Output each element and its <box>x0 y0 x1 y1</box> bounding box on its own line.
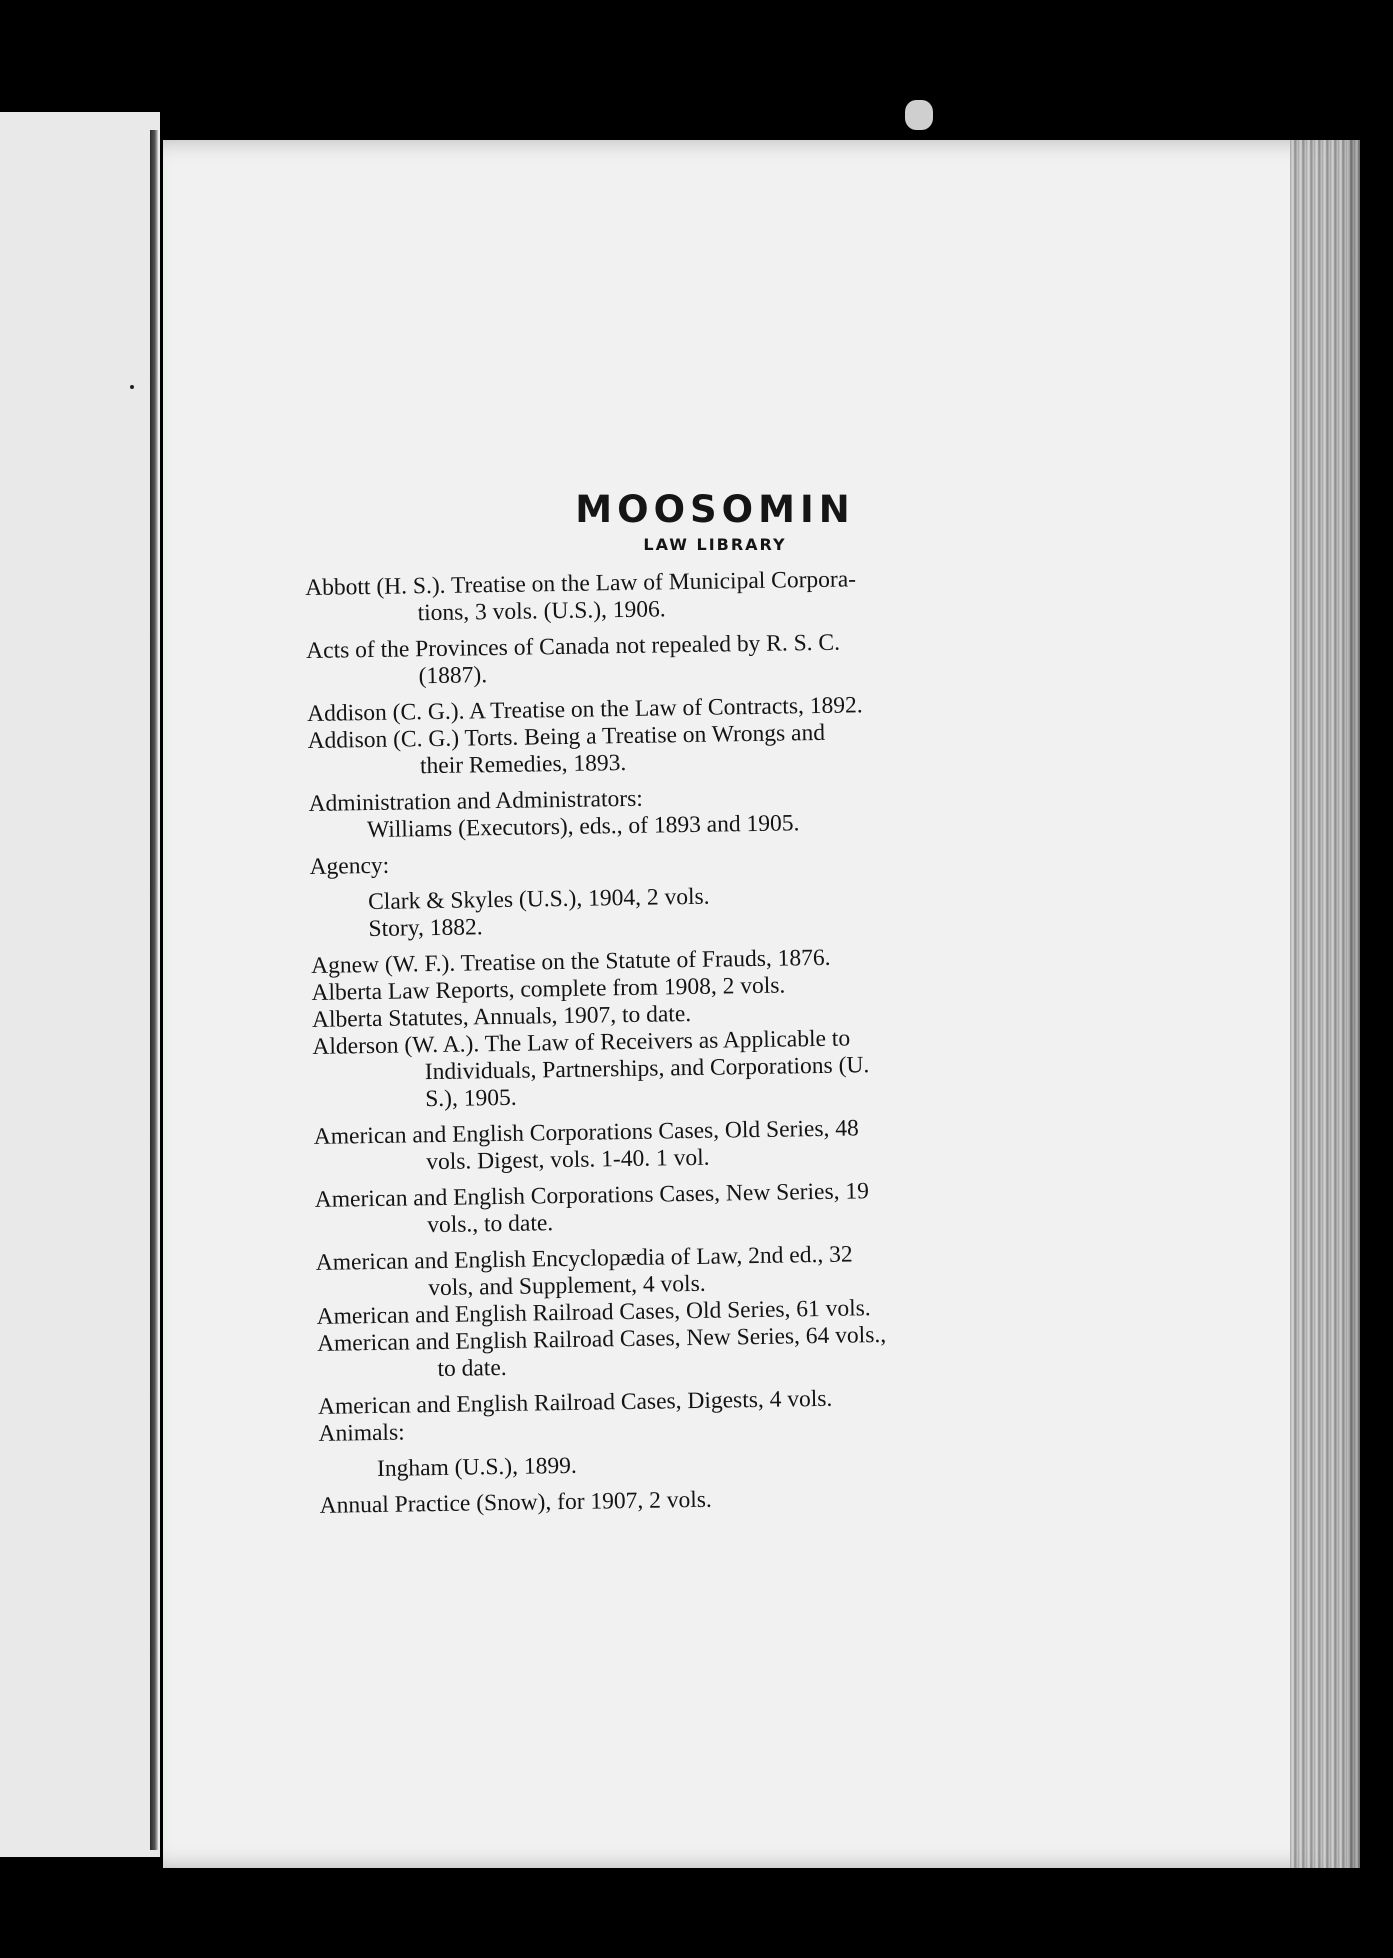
catalog-entry <box>305 563 1086 629</box>
entry-line: vols., to date. <box>427 1210 554 1239</box>
entry-line: Story, 1882. <box>368 914 483 943</box>
entry-line: Williams (Executors), eds., of 1893 and 1905. <box>366 810 800 844</box>
catalog-entry <box>315 1175 1096 1241</box>
catalog-entry <box>309 842 1089 881</box>
entry-line: vols, and Supplement, 4 vols. <box>428 1270 706 1302</box>
entry-line: Alderson (W. A.). The Law of Receivers as Applicable to <box>312 1025 851 1060</box>
catalog-entry <box>312 1022 1093 1115</box>
page-title: MOOSOMIN <box>575 488 855 531</box>
page-tab-mark <box>905 100 933 130</box>
page-edge-stack <box>1290 140 1360 1868</box>
entry-line: Administration and Administrators: <box>308 785 643 817</box>
entry-line: Acts of the Provinces of Canada not repealed by R. S. C. <box>305 629 841 664</box>
entry-line: Agency: <box>309 852 390 880</box>
catalog-entry <box>317 1319 1098 1385</box>
entry-line: S.), 1905. <box>425 1084 517 1113</box>
entry-line: American and English Encyclopædia of Law, 2nd ed., 32 <box>315 1241 853 1276</box>
speck <box>130 385 134 389</box>
catalog-entry <box>314 1112 1095 1178</box>
entry-line: Alberta Law Reports, complete from 1908, 2 vols. <box>311 972 786 1006</box>
entry-line: Individuals, Partnerships, and Corporations (U. <box>424 1052 870 1086</box>
entry-line: American and English Railroad Cases, Digests, 4 vols. <box>317 1385 833 1420</box>
entry-line: Alberta Statutes, Annuals, 1907, to date. <box>311 1000 692 1033</box>
entry-line: Clark & Skyles (U.S.), 1904, 2 vols. <box>367 883 710 916</box>
entry-line: American and English Corporations Cases, Old Series, 48 <box>313 1115 859 1150</box>
catalog-entry <box>307 716 1088 782</box>
catalog-subentry <box>319 1445 1099 1484</box>
entry-line: (1887). <box>418 662 488 690</box>
entry-line: to date. <box>437 1354 507 1383</box>
entry-line: Agnew (W. F.). Treatise on the Statute of Frauds, 1876. <box>310 944 831 979</box>
entry-line: tions, 3 vols. (U.S.), 1906. <box>417 596 666 627</box>
entry-line: American and English Railroad Cases, Old Series, 61 vols. <box>316 1295 871 1330</box>
gutter-shadow <box>150 130 158 1850</box>
page-subtitle: LAW LIBRARY <box>643 535 787 554</box>
entry-line: vols. Digest, vols. 1-40. 1 vol. <box>426 1144 710 1176</box>
left-page-fragment <box>0 112 160 1857</box>
entry-line: Abbott (H. S.). Treatise on the Law of Municipal Corpora- <box>305 566 857 601</box>
catalog-entry <box>306 626 1087 692</box>
entry-line: American and English Railroad Cases, New Series, 64 vols., <box>316 1321 887 1357</box>
entry-line: Annual Practice (Snow), for 1907, 2 vols. <box>319 1486 713 1519</box>
entry-line: Ingham (U.S.), 1899. <box>376 1452 577 1482</box>
entry-line: Addison (C. G.) Torts. Being a Treatise on Wrongs and <box>307 719 826 754</box>
entry-line: Addison (C. G.). A Treatise on the Law of Contracts, 1892. <box>306 692 863 727</box>
entry-line: American and English Corporations Cases, New Series, 19 <box>314 1178 870 1213</box>
catalog-entries <box>305 563 1100 1520</box>
entry-line: Animals: <box>318 1419 405 1447</box>
entry-line: their Remedies, 1893. <box>419 749 627 780</box>
